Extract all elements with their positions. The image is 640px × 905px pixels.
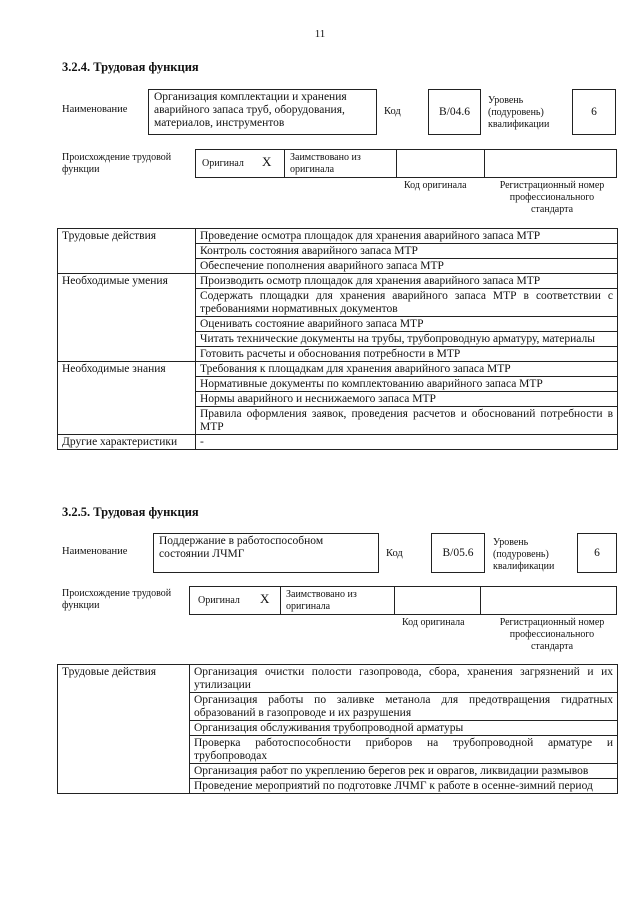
table-row: [58, 435, 618, 450]
row-item: Организация обслуживания трубопроводной арматуры: [190, 721, 618, 736]
row-item: Организация очистки полости газопровода, сбора, хранения загрязнений и их утилизации: [190, 665, 618, 693]
row-item: Читать технические документы на трубы, трубопроводную арматуру, материалы: [196, 332, 618, 347]
reg-number-label-2: Регистрационный номер профессионального стандарта: [499, 617, 605, 652]
row-item: Контроль состояния аварийного запаса МТР: [196, 244, 618, 259]
function-table-2: [57, 664, 618, 794]
code-box: [428, 89, 481, 135]
function-name-2: Поддержание в работоспособном состоянии ЛЧМГ: [159, 535, 324, 560]
level-label: Уровень (подуровень) квалификации: [488, 95, 550, 130]
borrowed-label-2: Заимствовано из оригинала: [286, 589, 357, 612]
table-row: [58, 274, 618, 289]
function-name: Организация комплектации и хранения аварийного запаса труб, оборудования, материалов, инструментов: [154, 91, 347, 129]
row-category-label: Трудовые действия: [58, 229, 196, 274]
borrowed-label: Заимствовано из оригинала: [290, 152, 361, 175]
section-heading: 3.2.4. Трудовая функция: [62, 60, 199, 74]
row-category-label: Трудовые действия: [58, 665, 190, 794]
name-label-2: Наименование: [62, 546, 128, 557]
table-row: [58, 665, 618, 693]
table-row: [58, 362, 618, 377]
level-box-2: [577, 533, 617, 573]
row-item: Организация работы по заливке метанола для предотвращения гидратных образований в газопроводе и их разрушения: [190, 693, 618, 721]
level-label-2: Уровень (подуровень) квалификации: [493, 537, 555, 572]
row-item: Правила оформления заявок, проведения расчетов и обоснований потребности в МТР: [196, 407, 618, 435]
original-mark-2: X: [260, 591, 270, 606]
level-box: [572, 89, 616, 135]
level-value-2: 6: [594, 546, 600, 559]
function-name-box: [148, 89, 377, 135]
original-label-2: Оригинал: [198, 595, 240, 606]
original-label: Оригинал: [202, 158, 244, 169]
row-item: Организация работ по укреплению берегов рек и оврагов, ликвидации размывов: [190, 764, 618, 779]
row-item: Производить осмотр площадок для хранения аварийного запаса МТР: [196, 274, 618, 289]
row-item: Требования к площадкам для хранения аварийного запаса МТР: [196, 362, 618, 377]
function-table-1: [57, 228, 618, 450]
row-item: Проведение осмотра площадок для хранения аварийного запаса МТР: [196, 229, 618, 244]
level-value: 6: [591, 105, 597, 118]
page-number: 11: [314, 28, 326, 40]
reg-number-label: Регистрационный номер профессионального стандарта: [499, 180, 605, 215]
row-item: Готовить расчеты и обоснования потребности в МТР: [196, 347, 618, 362]
row-category-label: Необходимые умения: [58, 274, 196, 362]
code-label-2: Код: [386, 548, 403, 559]
row-item: Оценивать состояние аварийного запаса МТР: [196, 317, 618, 332]
row-item: Содержать площадки для хранения аварийного запаса МТР в соответствии с требованиями нормативных документов: [196, 289, 618, 317]
origin-box-2: [189, 586, 617, 615]
code-value: B/04.6: [439, 105, 470, 118]
row-category-label: Необходимые знания: [58, 362, 196, 435]
row-item: Обеспечение пополнения аварийного запаса МТР: [196, 259, 618, 274]
code-box-2: [431, 533, 485, 573]
origin-box: [195, 149, 617, 178]
row-item: Проведение мероприятий по подготовке ЛЧМГ к работе в осенне-зимний период: [190, 779, 618, 794]
code-label: Код: [384, 106, 401, 117]
row-item: Нормативные документы по комплектованию аварийного запаса МТР: [196, 377, 618, 392]
table-row: [58, 229, 618, 244]
code-original-label-2: Код оригинала: [402, 617, 465, 628]
function-name-box-2: [153, 533, 379, 573]
row-category-label: Другие характеристики: [58, 435, 196, 450]
code-original-label: Код оригинала: [404, 180, 467, 191]
row-item: Проверка работоспособности приборов на трубопроводной арматуре и трубопроводах: [190, 736, 618, 764]
row-item: -: [196, 435, 618, 450]
origin-label-2: Происхождение трудовой функции: [62, 588, 172, 611]
code-value-2: B/05.6: [442, 546, 474, 559]
original-mark: X: [262, 154, 272, 169]
row-item: Нормы аварийного и неснижаемого запаса МТР: [196, 392, 618, 407]
origin-label: Происхождение трудовой функции: [62, 152, 172, 175]
name-label: Наименование: [62, 104, 128, 115]
section-heading-2: 3.2.5. Трудовая функция: [62, 505, 199, 519]
